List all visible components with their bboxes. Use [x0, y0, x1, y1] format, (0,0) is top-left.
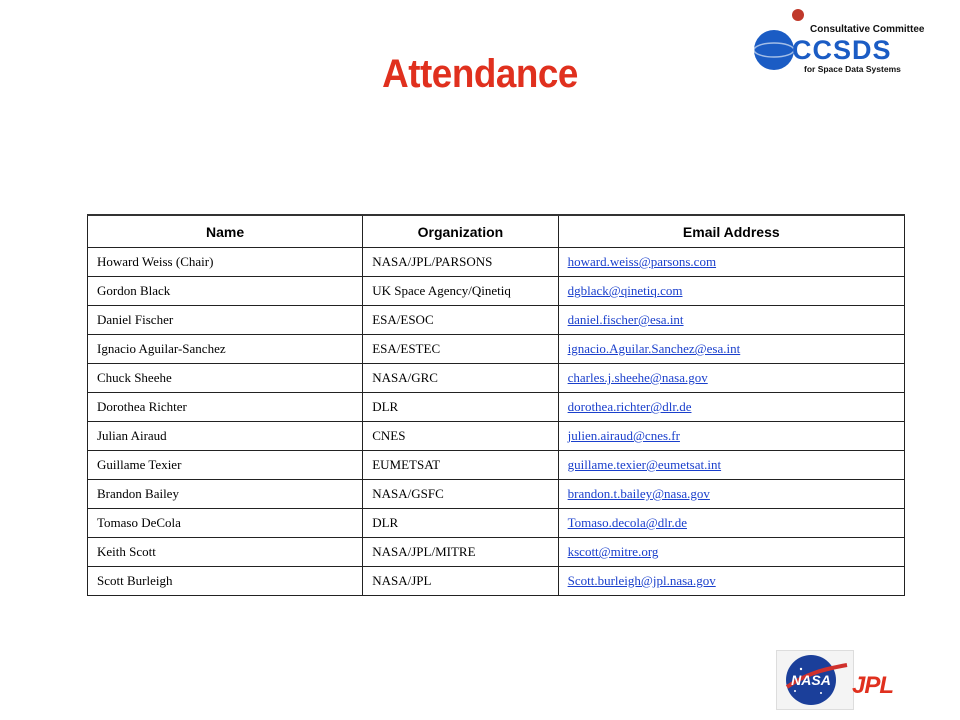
attendee-name-cell: Daniel Fischer: [88, 306, 363, 335]
attendee-organization-cell: NASA/JPL: [363, 567, 558, 596]
attendee-name-cell: Howard Weiss (Chair): [88, 248, 363, 277]
attendee-email-cell: [558, 422, 904, 451]
attendee-organization-cell: UK Space Agency/Qinetiq: [363, 277, 558, 306]
email-link[interactable]: julien.airaud@cnes.fr: [567, 428, 680, 443]
header-name: Name: [88, 215, 363, 248]
email-link[interactable]: dgblack@qinetiq.com: [567, 283, 683, 298]
table-row: [88, 248, 905, 277]
table-row: [88, 306, 905, 335]
attendee-name-cell: Chuck Sheehe: [88, 364, 363, 393]
attendee-organization-cell: DLR: [363, 509, 558, 538]
attendance-table: [87, 214, 905, 596]
ccsds-logo-wordmark: CCSDS: [792, 35, 892, 65]
nasa-logo: [776, 650, 854, 710]
attendee-name-cell: Brandon Bailey: [88, 480, 363, 509]
table-row: [88, 364, 905, 393]
attendee-email-cell: [558, 277, 904, 306]
attendee-email-cell: [558, 567, 904, 596]
attendee-email-cell: [558, 509, 904, 538]
ccsds-logo-line2: for Space Data Systems: [804, 64, 901, 74]
table-row: [88, 422, 905, 451]
email-link[interactable]: brandon.t.bailey@nasa.gov: [567, 486, 710, 501]
table-row: [88, 538, 905, 567]
attendee-email-cell: [558, 393, 904, 422]
attendee-organization-cell: EUMETSAT: [363, 451, 558, 480]
ccsds-logo: [748, 6, 925, 76]
attendee-organization-cell: DLR: [363, 393, 558, 422]
email-link[interactable]: ignacio.Aguilar.Sanchez@esa.int: [567, 341, 741, 356]
attendee-email-cell: [558, 364, 904, 393]
table-row: [88, 451, 905, 480]
attendee-name-cell: Tomaso DeCola: [88, 509, 363, 538]
header-email: Email Address: [558, 215, 904, 248]
header-organization: Organization: [363, 215, 558, 248]
attendee-organization-cell: NASA/JPL/MITRE: [363, 538, 558, 567]
attendee-organization-cell: NASA/JPL/PARSONS: [363, 248, 558, 277]
table-header-row: [88, 215, 905, 248]
attendee-name-cell: Gordon Black: [88, 277, 363, 306]
email-link[interactable]: kscott@mitre.org: [567, 544, 659, 559]
ccsds-logo-line1: Consultative Committee: [810, 24, 925, 35]
table-row: [88, 509, 905, 538]
nasa-logo-text: NASA: [791, 672, 831, 688]
attendee-name-cell: Keith Scott: [88, 538, 363, 567]
attendee-name-cell: Julian Airaud: [88, 422, 363, 451]
attendee-organization-cell: NASA/GRC: [363, 364, 558, 393]
attendee-name-cell: Ignacio Aguilar-Sanchez: [88, 335, 363, 364]
email-link[interactable]: Tomaso.decola@dlr.de: [567, 515, 687, 530]
email-link[interactable]: charles.j.sheehe@nasa.gov: [567, 370, 708, 385]
email-link[interactable]: dorothea.richter@dlr.de: [567, 399, 692, 414]
jpl-logo: JPL: [852, 672, 894, 699]
attendee-email-cell: [558, 480, 904, 509]
email-link[interactable]: Scott.burleigh@jpl.nasa.gov: [567, 573, 716, 588]
attendee-organization-cell: ESA/ESTEC: [363, 335, 558, 364]
email-link[interactable]: howard.weiss@parsons.com: [567, 254, 717, 269]
attendee-organization-cell: ESA/ESOC: [363, 306, 558, 335]
attendee-name-cell: Dorothea Richter: [88, 393, 363, 422]
table-row: [88, 393, 905, 422]
attendee-name-cell: Scott Burleigh: [88, 567, 363, 596]
ccsds-logo-planet: [754, 30, 794, 70]
table-row: [88, 335, 905, 364]
attendee-organization-cell: NASA/GSFC: [363, 480, 558, 509]
attendee-email-cell: [558, 248, 904, 277]
table-row: [88, 567, 905, 596]
slide-title: Attendance: [382, 52, 578, 96]
attendee-email-cell: [558, 306, 904, 335]
attendee-name-cell: Guillame Texier: [88, 451, 363, 480]
attendee-email-cell: [558, 451, 904, 480]
email-link[interactable]: daniel.fischer@esa.int: [567, 312, 684, 327]
table-row: [88, 480, 905, 509]
ccsds-logo-sun-dot: [792, 9, 804, 21]
table-row: [88, 277, 905, 306]
attendee-email-cell: [558, 538, 904, 567]
attendee-email-cell: [558, 335, 904, 364]
attendee-organization-cell: CNES: [363, 422, 558, 451]
email-link[interactable]: guillame.texier@eumetsat.int: [567, 457, 722, 472]
